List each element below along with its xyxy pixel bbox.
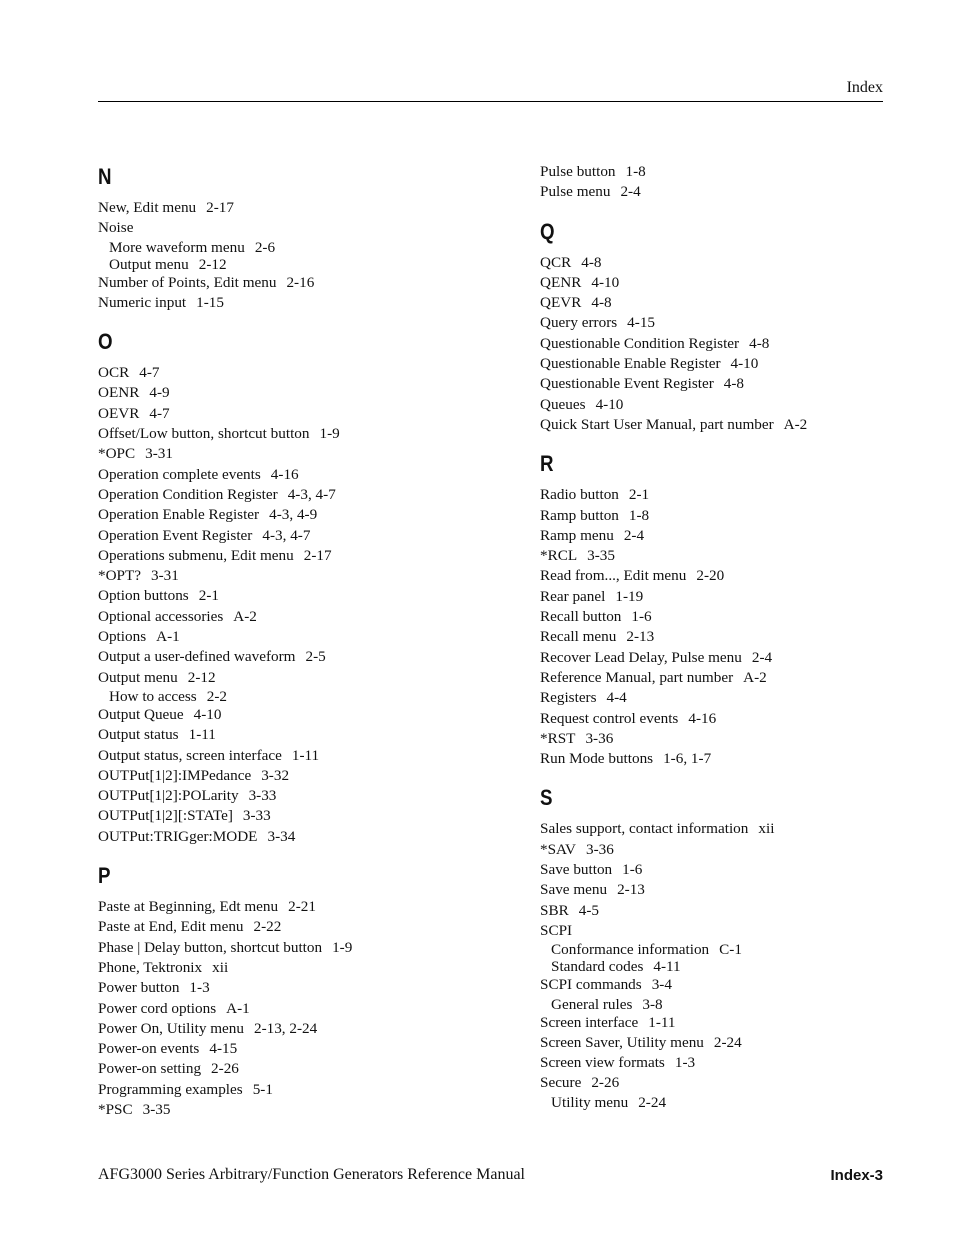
index-term: Ramp menu: [540, 526, 614, 544]
index-page-ref: 2-4: [623, 526, 645, 544]
index-term: General rules: [551, 995, 633, 1013]
index-term: Secure: [540, 1074, 582, 1092]
index-entry: [98, 485, 498, 505]
index-term: Optional accessories: [98, 607, 224, 625]
index-page-ref: 3-31: [145, 445, 173, 463]
index-term: Paste at End, Edit menu: [98, 918, 244, 936]
index-entry: [98, 827, 498, 847]
index-entry: [540, 334, 940, 354]
index-term: Quick Start User Manual, part number: [540, 415, 774, 433]
index-entry: [540, 253, 940, 273]
index-page-ref: 1-15: [196, 293, 224, 311]
index-term: Utility menu: [551, 1093, 629, 1111]
index-page-ref: 2-12: [198, 255, 227, 273]
index-term: Operation complete events: [98, 465, 261, 483]
index-term: Output menu: [109, 255, 189, 273]
index-term: OUTPut[1|2][:STATe]: [98, 807, 233, 825]
index-subentry: [98, 256, 498, 273]
index-term: QEVR: [540, 294, 582, 312]
index-term: Save button: [540, 861, 613, 879]
header-rule: [98, 101, 883, 102]
index-entry: [98, 746, 498, 766]
index-term: Questionable Event Register: [540, 375, 714, 393]
index-entry: [98, 806, 498, 826]
index-term: Operation Condition Register: [98, 485, 278, 503]
index-term: Read from..., Edit menu: [540, 567, 687, 585]
index-entry: [540, 1053, 940, 1073]
index-entry: [540, 840, 940, 860]
index-page-ref: 4-8: [749, 334, 770, 352]
index-subentry: [540, 1094, 940, 1111]
index-page-ref: 1-19: [615, 587, 644, 605]
index-entry: [98, 526, 498, 546]
index-term: Output status: [98, 726, 179, 744]
index-entry: [98, 999, 498, 1019]
index-page-ref: 4-16: [270, 465, 299, 483]
index-page-ref: 3-34: [267, 827, 296, 845]
index-term: QENR: [540, 273, 582, 291]
index-page-ref: 1-9: [319, 425, 340, 443]
index-page-ref: C-1: [719, 941, 742, 959]
index-page-ref: 1-6: [622, 861, 643, 879]
index-term: *OPC: [98, 445, 136, 463]
index-page-ref: 3-36: [585, 729, 614, 747]
index-term: Number of Points, Edit menu: [98, 273, 277, 291]
index-entry: [540, 688, 940, 708]
index-entry: [98, 766, 498, 786]
index-term: More waveform menu: [109, 238, 245, 256]
index-page-ref: 2-6: [254, 238, 276, 256]
index-column-left: [98, 160, 498, 1120]
index-term: SBR: [540, 901, 569, 919]
index-term: OUTPut[1|2]:IMPedance: [98, 766, 252, 784]
index-term: Ramp button: [540, 506, 619, 524]
index-page-ref: 1-11: [648, 1013, 676, 1031]
index-term: Output status, screen interface: [98, 746, 282, 764]
index-entry: [540, 506, 940, 526]
index-term: Sales support, contact information: [540, 820, 749, 838]
index-letter-heading: O: [98, 329, 113, 355]
index-entry: [540, 627, 940, 647]
index-entry: [540, 975, 940, 995]
index-page-ref: 2-24: [713, 1033, 742, 1051]
index-term: Options: [98, 628, 147, 646]
index-page-ref: 3-33: [248, 787, 277, 805]
index-term: Power-on events: [98, 1040, 200, 1058]
index-term: Screen view formats: [540, 1054, 665, 1072]
index-term: New, Edit menu: [98, 199, 197, 216]
index-entry: [98, 647, 498, 667]
index-entry: [98, 198, 498, 218]
index-term: Radio button: [540, 486, 619, 504]
index-term: Power button: [98, 979, 180, 997]
index-page-ref: 2-17: [206, 199, 234, 216]
index-term: Noise: [98, 219, 134, 237]
index-page-ref: xii: [212, 958, 229, 976]
index-page-ref: 4-5: [578, 901, 599, 919]
index-term: OUTPut[1|2]:POLarity: [98, 787, 239, 805]
index-entry: [98, 586, 498, 606]
index-term: Power-on setting: [98, 1060, 202, 1078]
index-entry: [98, 668, 498, 688]
index-entry: [98, 705, 498, 725]
index-page-ref: 2-2: [206, 687, 227, 705]
index-entry: [540, 1073, 940, 1093]
index-page-ref: 2-4: [620, 183, 641, 201]
index-page-ref: 4-16: [688, 709, 717, 727]
index-entry: [540, 860, 940, 880]
index-letter-heading: Q: [540, 218, 555, 244]
index-page-ref: 4-15: [209, 1040, 238, 1058]
index-entry: [98, 404, 498, 424]
index-term: SCPI commands: [540, 976, 642, 994]
index-page-ref: 4-3, 4-9: [269, 506, 318, 524]
index-page-ref: 2-26: [591, 1074, 620, 1092]
index-entry: [98, 273, 498, 293]
index-page-ref: 4-7: [139, 364, 160, 382]
index-page-ref: 3-31: [151, 567, 179, 585]
index-term: Operation Enable Register: [98, 506, 260, 524]
index-entry: [98, 786, 498, 806]
index-term: QCR: [540, 253, 572, 271]
index-entry: [98, 566, 498, 586]
index-page-ref: 3-4: [651, 976, 672, 994]
index-page-ref: 2-4: [751, 648, 773, 666]
index-entry: [98, 363, 498, 383]
index-entry: [540, 1033, 940, 1053]
index-entry: [540, 880, 940, 900]
index-entry: [98, 627, 498, 647]
index-entry: [540, 566, 940, 586]
index-term: Paste at Beginning, Edt menu: [98, 898, 279, 916]
index-entry: [98, 938, 498, 958]
index-page-ref: 1-6, 1-7: [663, 750, 712, 768]
index-letter-heading: S: [540, 785, 553, 811]
index-entry: [540, 354, 940, 374]
index-term: *RCL: [540, 547, 578, 565]
index-page-ref: xii: [758, 820, 775, 838]
index-column-right: [540, 162, 940, 1111]
index-entry: [98, 1100, 498, 1120]
index-page-ref: 1-6: [631, 608, 652, 626]
index-term: Recall menu: [540, 628, 617, 646]
index-page-ref: 1-11: [188, 726, 216, 744]
index-entry: [98, 1019, 498, 1039]
index-entry: [540, 607, 940, 627]
index-page-ref: 2-24: [638, 1093, 667, 1111]
index-term: Output menu: [98, 668, 178, 686]
index-term: Reference Manual, part number: [540, 668, 734, 686]
index-page-ref: 1-8: [628, 506, 650, 524]
index-term: Query errors: [540, 314, 618, 332]
index-term: Questionable Enable Register: [540, 355, 721, 373]
index-entry: [98, 958, 498, 978]
index-entry: [540, 526, 940, 546]
index-entry: [540, 293, 940, 313]
index-entry: [540, 921, 940, 941]
index-page-ref: 3-36: [586, 840, 614, 858]
running-header: Index: [846, 79, 883, 96]
index-entry: [98, 1059, 498, 1079]
index-page-ref: 2-1: [628, 486, 650, 504]
index-term: OUTPut:TRIGger:MODE: [98, 827, 258, 845]
index-term: Operations submenu, Edit menu: [98, 546, 294, 564]
index-entry: [540, 901, 940, 921]
index-entry: [98, 465, 498, 485]
index-term: Pulse menu: [540, 183, 611, 201]
index-page-ref: 4-15: [627, 314, 656, 332]
index-term: Option buttons: [98, 587, 189, 605]
index-term: Phase | Delay button, shortcut button: [98, 938, 323, 956]
index-term: SCPI: [540, 921, 573, 939]
index-term: Rear panel: [540, 587, 606, 605]
index-entry: [540, 668, 940, 688]
index-term: Output Queue: [98, 705, 184, 723]
index-entry: [540, 749, 940, 769]
index-entry: [98, 218, 498, 238]
page-number: Index-3: [830, 1167, 883, 1184]
index-page-ref: 2-21: [288, 898, 316, 916]
index-entry: [98, 293, 498, 313]
index-entry: [540, 587, 940, 607]
index-term: Run Mode buttons: [540, 750, 654, 768]
index-subentry: [98, 239, 498, 256]
index-page-ref: 2-17: [303, 546, 332, 564]
index-term: Power cord options: [98, 999, 217, 1017]
index-page-ref: 4-10: [730, 355, 759, 373]
index-entry: [540, 313, 940, 333]
index-entry: [98, 897, 498, 917]
index-term: Pulse button: [540, 163, 616, 180]
index-page-ref: 4-10: [595, 395, 624, 413]
index-page-ref: 1-11: [291, 746, 320, 764]
index-letter-heading: R: [540, 451, 554, 477]
index-term: OEVR: [98, 404, 140, 422]
index-entry: [540, 819, 940, 839]
index-page-ref: 2-13: [626, 628, 655, 646]
index-page-ref: 3-33: [242, 807, 271, 825]
index-term: Conformance information: [551, 941, 710, 959]
index-term: Questionable Condition Register: [540, 334, 740, 352]
index-page-ref: A-1: [226, 999, 250, 1017]
index-term: Screen interface: [540, 1013, 639, 1031]
index-letter-heading: N: [98, 164, 112, 189]
index-term: Operation Event Register: [98, 526, 253, 544]
index-entry: [540, 648, 940, 668]
index-subentry: [540, 941, 940, 958]
index-letter-heading: P: [98, 863, 111, 889]
index-entry: [540, 546, 940, 566]
index-page-ref: 2-16: [286, 273, 315, 291]
index-page-ref: 4-11: [653, 958, 681, 976]
index-term: *SAV: [540, 840, 577, 858]
index-page-ref: 4-9: [149, 384, 170, 402]
index-entry: [540, 1013, 940, 1033]
index-term: Registers: [540, 689, 597, 707]
index-entry: [98, 444, 498, 464]
index-term: Queues: [540, 395, 586, 413]
index-entry: [98, 546, 498, 566]
index-entry: [98, 1039, 498, 1059]
index-entry: [540, 374, 940, 394]
index-term: Recover Lead Delay, Pulse menu: [540, 648, 742, 666]
index-page-ref: 2-13, 2-24: [253, 1019, 318, 1037]
index-subentry: [540, 958, 940, 975]
index-entry: [540, 709, 940, 729]
index-page-ref: 2-22: [253, 918, 282, 936]
index-page-ref: 2-20: [696, 567, 725, 585]
index-page-ref: A-2: [783, 415, 808, 433]
index-page-ref: 4-3, 4-7: [262, 526, 311, 544]
index-term: Output a user-defined waveform: [98, 648, 296, 666]
index-page-ref: 3-32: [261, 766, 290, 784]
index-term: Screen Saver, Utility menu: [540, 1033, 704, 1051]
index-page-ref: 1-3: [674, 1054, 696, 1072]
index-term: Phone, Tektronix: [98, 958, 203, 976]
index-entry: [98, 1080, 498, 1100]
index-term: How to access: [109, 687, 197, 705]
index-page-ref: 5-1: [252, 1080, 273, 1098]
index-subentry: [540, 996, 940, 1013]
index-entry: [540, 485, 940, 505]
index-entry: [98, 424, 498, 444]
index-term: *OPT?: [98, 567, 142, 585]
index-term: *RST: [540, 729, 576, 747]
index-page-ref: A-2: [233, 607, 257, 625]
index-page-ref: 2-13: [617, 881, 645, 899]
index-entry: [98, 978, 498, 998]
index-page-ref: 2-12: [187, 668, 216, 686]
index-term: Save menu: [540, 881, 608, 899]
index-page-ref: 4-7: [149, 404, 170, 422]
index-term: Request control events: [540, 709, 679, 727]
index-page-ref: A-2: [743, 668, 767, 686]
index-entry: [98, 725, 498, 745]
index-page-ref: 3-35: [142, 1100, 171, 1118]
index-entry: [540, 273, 940, 293]
index-page-ref: 4-4: [606, 689, 627, 707]
index-page-ref: 4-8: [723, 375, 745, 393]
index-entry: [98, 917, 498, 937]
index-page-ref: 3-8: [642, 995, 663, 1013]
index-page-ref: 2-5: [305, 648, 326, 666]
index-term: OCR: [98, 364, 130, 382]
index-term: *PSC: [98, 1100, 133, 1118]
index-entry: [98, 505, 498, 525]
index-page-ref: 4-10: [591, 273, 620, 291]
index-entry: [98, 607, 498, 627]
index-entry: [540, 415, 940, 435]
manual-title: AFG3000 Series Arbitrary/Function Generators Reference Manual: [98, 1166, 525, 1183]
index-page-ref: 2-1: [198, 587, 219, 605]
index-term: Offset/Low button, shortcut button: [98, 425, 310, 443]
index-page-ref: 1-3: [189, 979, 210, 997]
index-subentry: [98, 688, 498, 705]
index-entry: [540, 182, 940, 202]
index-page-ref: 4-8: [581, 253, 602, 271]
index-page-ref: 4-8: [591, 294, 612, 312]
index-term: Programming examples: [98, 1080, 243, 1098]
index-page-ref: 4-10: [193, 705, 222, 723]
index-page-ref: 1-9: [332, 938, 353, 956]
index-entry: [540, 395, 940, 415]
index-page-ref: 3-35: [587, 547, 615, 565]
index-term: Recall button: [540, 608, 622, 626]
index-entry: [98, 383, 498, 403]
index-page-ref: 2-26: [211, 1060, 239, 1078]
index-term: Standard codes: [551, 958, 644, 976]
index-term: Numeric input: [98, 293, 187, 311]
index-term: Power On, Utility menu: [98, 1019, 244, 1037]
index-entry: [540, 162, 940, 182]
index-term: OENR: [98, 384, 140, 402]
index-page-ref: 4-3, 4-7: [287, 485, 336, 503]
index-page-ref: 1-8: [625, 163, 646, 180]
index-entry: [540, 729, 940, 749]
index-page-ref: A-1: [156, 628, 180, 646]
